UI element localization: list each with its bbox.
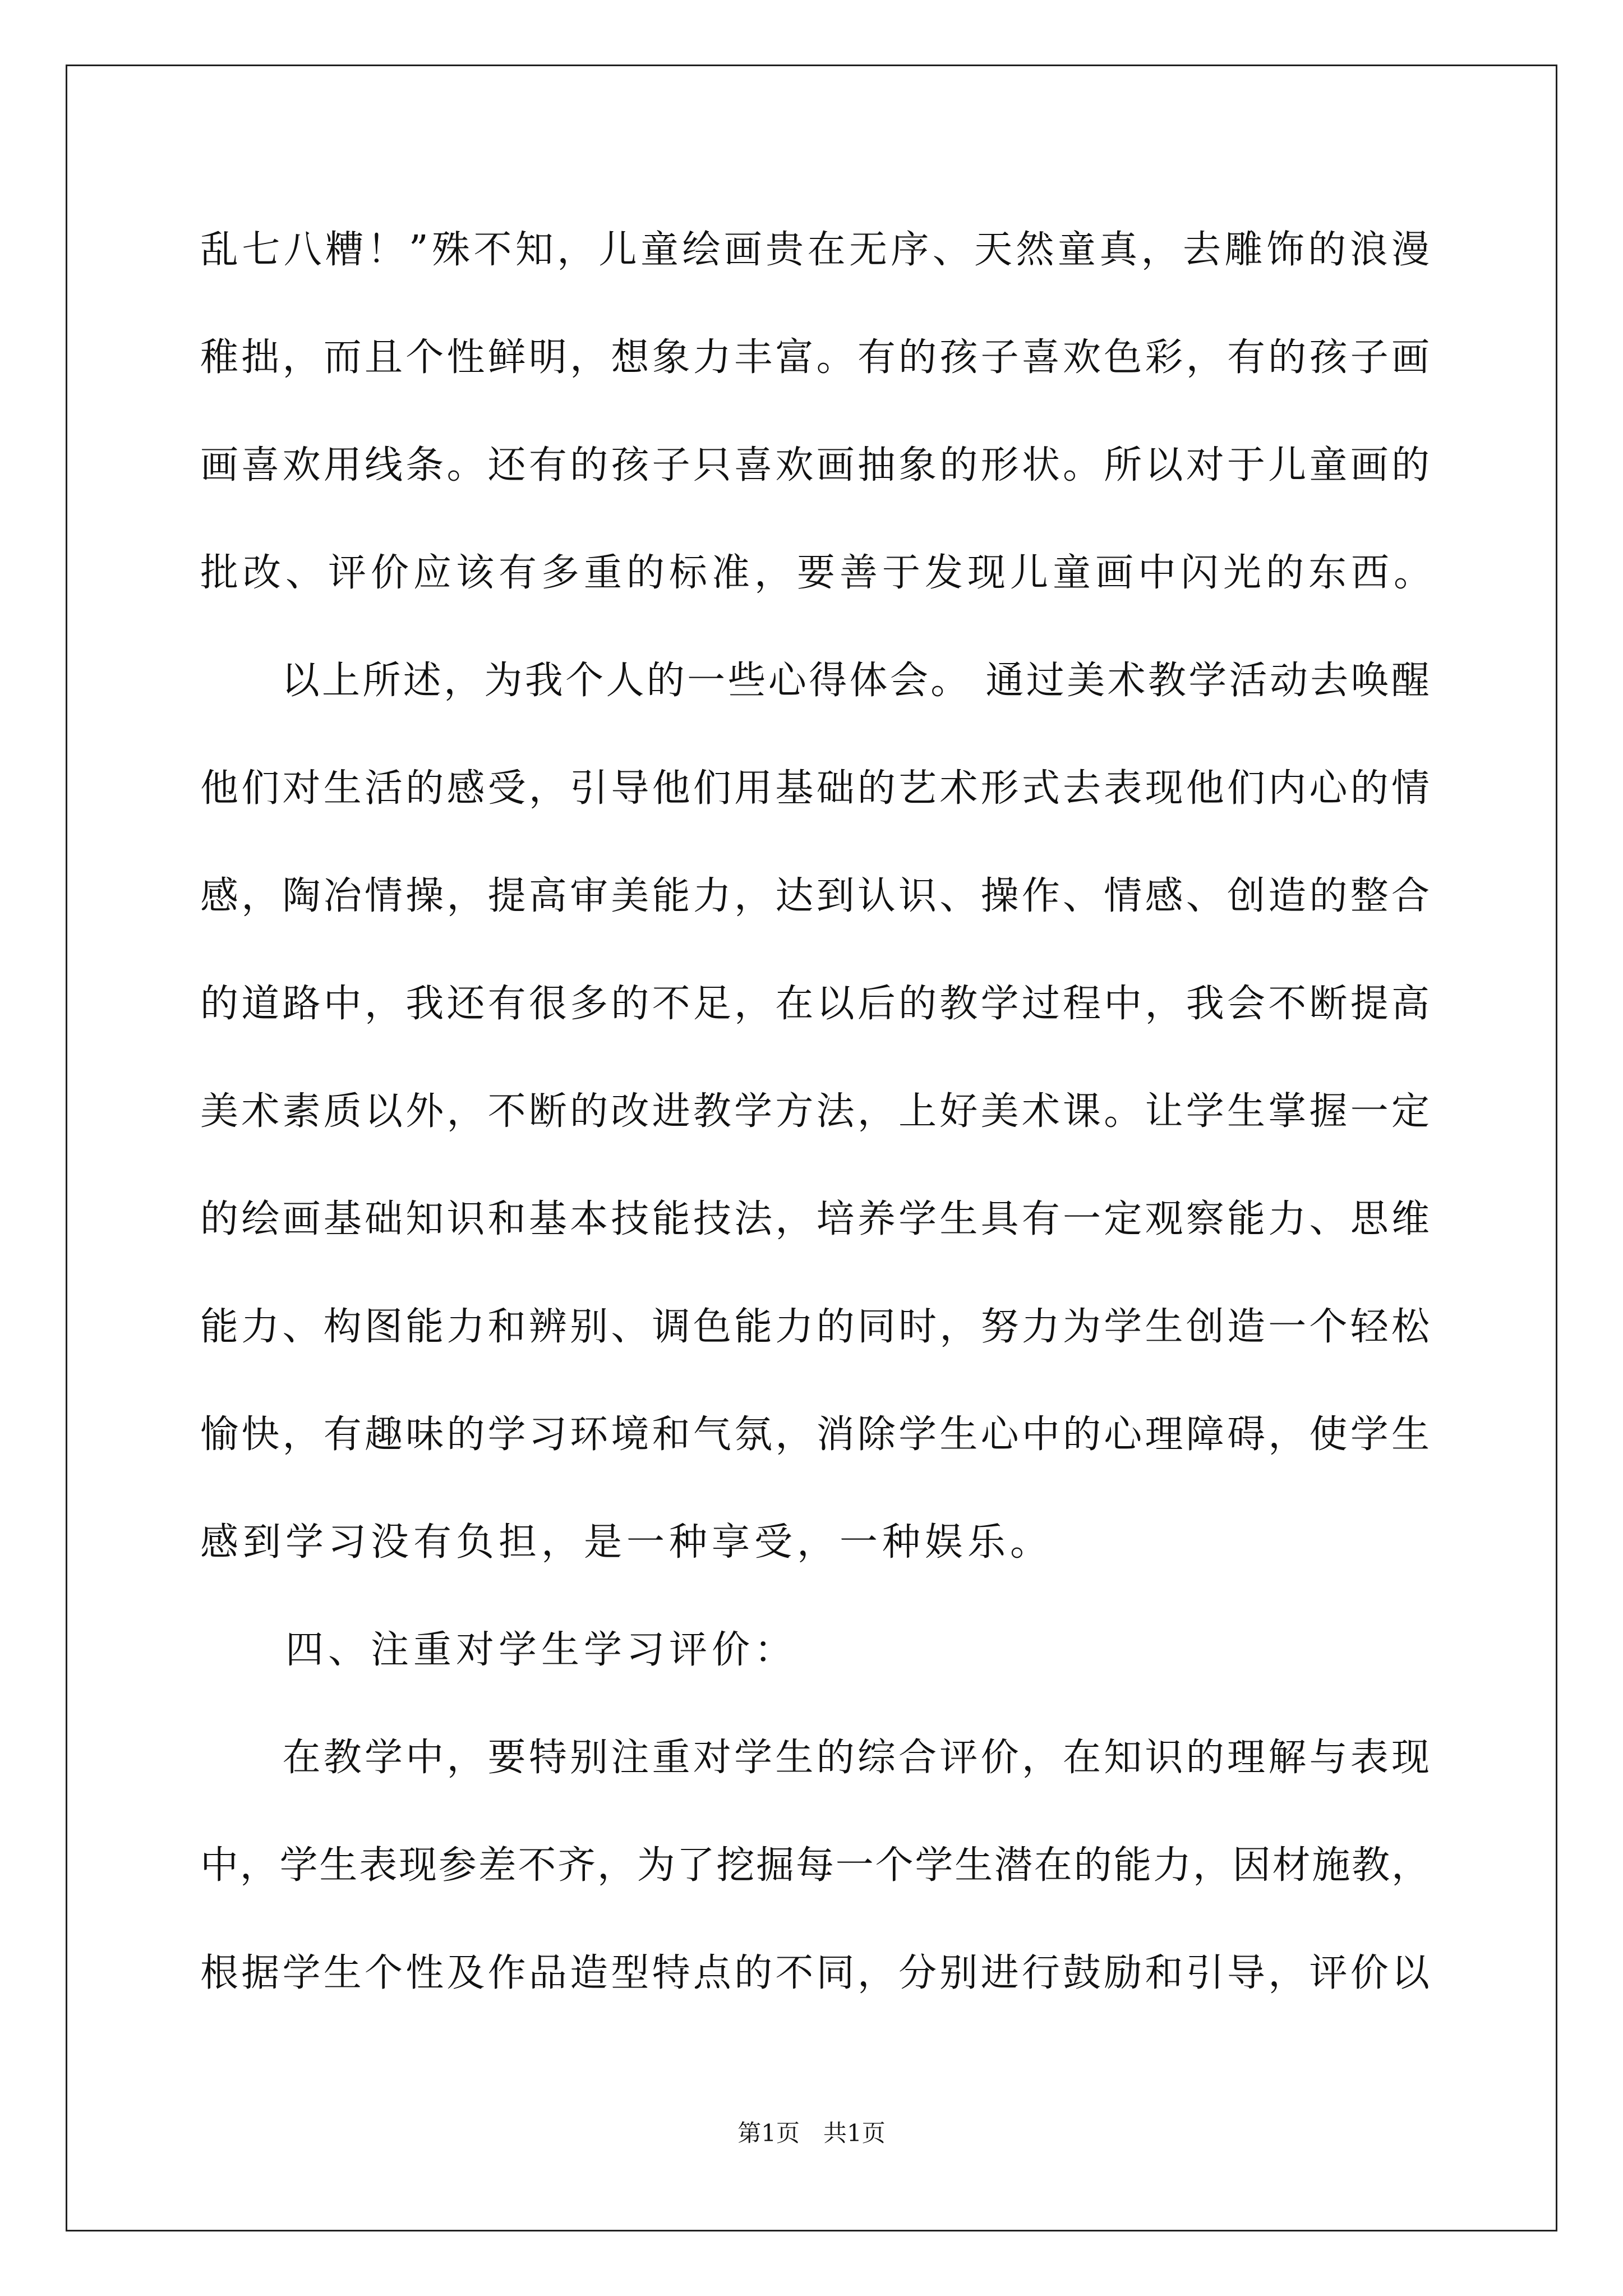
text-line: 画喜欢用线条。还有的孩子只喜欢画抽象的形状。所以对于儿童画的 (200, 443, 1430, 487)
text-line: 感到学习没有负担，是一种享受，一种娱乐。 (200, 1520, 1053, 1565)
text-line: 在教学中，要特别注重对学生的综合评价，在知识的理解与表现 (200, 1736, 1430, 1780)
text-line: 乱七八糟！”殊不知，儿童绘画贵在无序、天然童真，去雕饰的浪漫 (200, 228, 1430, 272)
text-line: 根据学生个性及作品造型特点的不同，分别进行鼓励和引导，评价以 (200, 1951, 1430, 1995)
text-line: 美术素质以外，不断的改进教学方法，上好美术课。让学生掌握一定 (200, 1089, 1430, 1134)
page-number-footer: 第1页 共1页 (737, 2119, 886, 2147)
text-line: 能力、构图能力和辨别、调色能力的同时，努力为学生创造一个轻松 (200, 1305, 1430, 1349)
text-line: 愉快，有趣味的学习环境和气氛，消除学生心中的心理障碍，使学生 (200, 1412, 1430, 1457)
text-line: 的绘画基础知识和基本技能技法，培养学生具有一定观察能力、思维 (200, 1197, 1430, 1241)
text-line: 以上所述，为我个人的一些心得体会。 通过美术教学活动去唤醒 (200, 659, 1430, 703)
text-line: 批改、评价应该有多重的标准，要善于发现儿童画中闪光的东西。 (200, 551, 1437, 595)
section-heading: 四、注重对学生学习评价： (200, 1628, 797, 1672)
document-body (200, 223, 1437, 2054)
text-line: 稚拙，而且个性鲜明，想象力丰富。有的孩子喜欢色彩，有的孩子画 (200, 335, 1430, 380)
text-line: 中，学生表现参差不齐，为了挖掘每一个学生潜在的能力，因材施教， (200, 1843, 1430, 1888)
text-line: 感，陶冶情操，提高审美能力，达到认识、操作、情感、创造的整合 (200, 874, 1430, 918)
text-line: 的道路中，我还有很多的不足，在以后的教学过程中，我会不断提高 (200, 982, 1430, 1026)
text-line: 他们对生活的感受，引导他们用基础的艺术形式去表现他们内心的情 (200, 766, 1430, 811)
